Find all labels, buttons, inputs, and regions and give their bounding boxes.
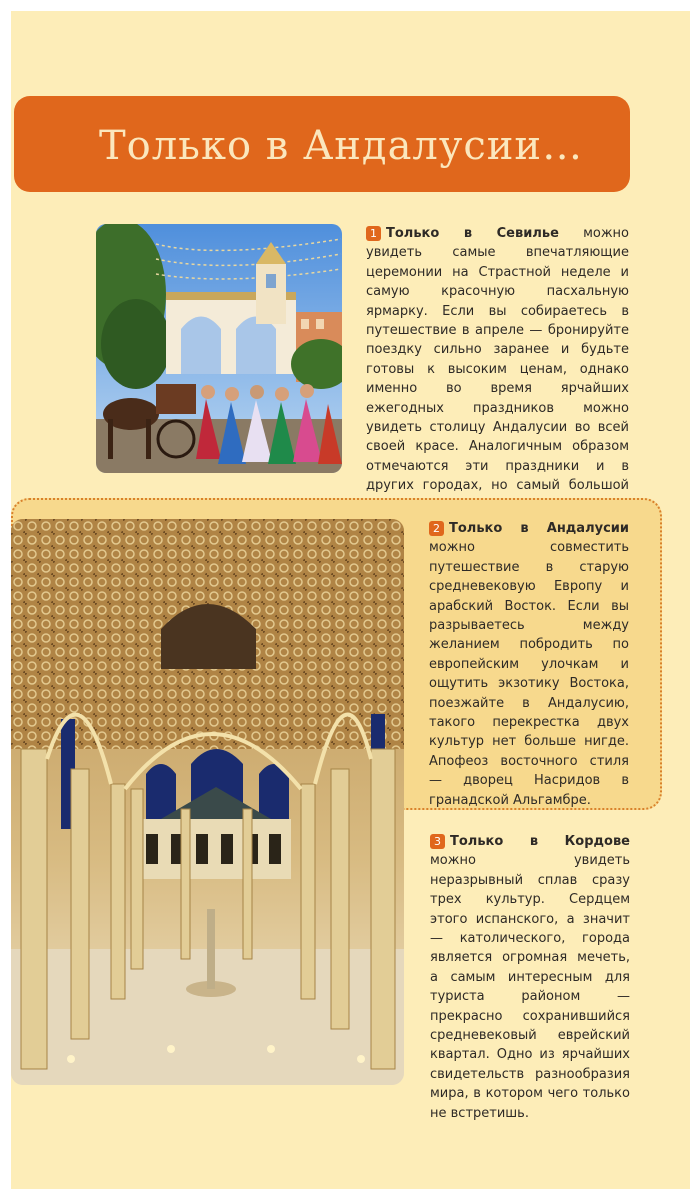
title-banner xyxy=(14,96,630,192)
section-lead: Только в Севилье xyxy=(386,226,559,241)
section-number-badge: 1 xyxy=(366,226,381,241)
section-lead: Только в Андалусии xyxy=(449,521,629,536)
section-body: можно увидеть самые впечатляющие церемонии на Страстной неделе и самую красочную пасхальную ярмарку. Если вы собираетесь в путешествие в апреле — бронируйте поездку сильно заранее и будьте готовы к высоким ценам, однако именно во время ярчайших ежегодных праздников можно увидеть столицу Андалусии во всей своей красе. Аналогичным образом отмечаются эти праздники и в других городах, но самый большой xyxy=(366,226,629,494)
section-body: можно совместить путешествие в старую средневековую Европу и арабский Восток. Если вы разрываетесь между желанием побродить по европейским улочкам и ощутить экзотику Востока, поезжайте в Андалусию, такого перекрестка двух культур нет больше нигде. Апофеоз восточного стиля — дворец Насридов в гранадской Альгамбре. xyxy=(429,540,629,808)
section-cordoba-text xyxy=(430,832,630,1123)
section-seville-text xyxy=(366,224,629,515)
page xyxy=(11,11,690,1189)
section-lead: Только в Кордове xyxy=(450,834,630,849)
seville-fair-photo xyxy=(96,224,342,473)
page-title: Только в Андалусии… xyxy=(99,123,584,169)
section-andalusia-text xyxy=(429,519,629,810)
section-number-badge: 3 xyxy=(430,834,445,849)
alhambra-court-photo xyxy=(11,519,404,1085)
section-body: можно увидеть неразрывный сплав сразу трех культур. Сердцем этого испанского, а значит — католического, города является огромная мечеть, а самым интересным для туриста районом — прекрасно сохранившийся средневековый еврейский квартал. Одно из ярчайших свидетельств разнообразия мира, в котором чего только не встретишь. xyxy=(430,853,630,1121)
section-number-badge: 2 xyxy=(429,521,444,536)
